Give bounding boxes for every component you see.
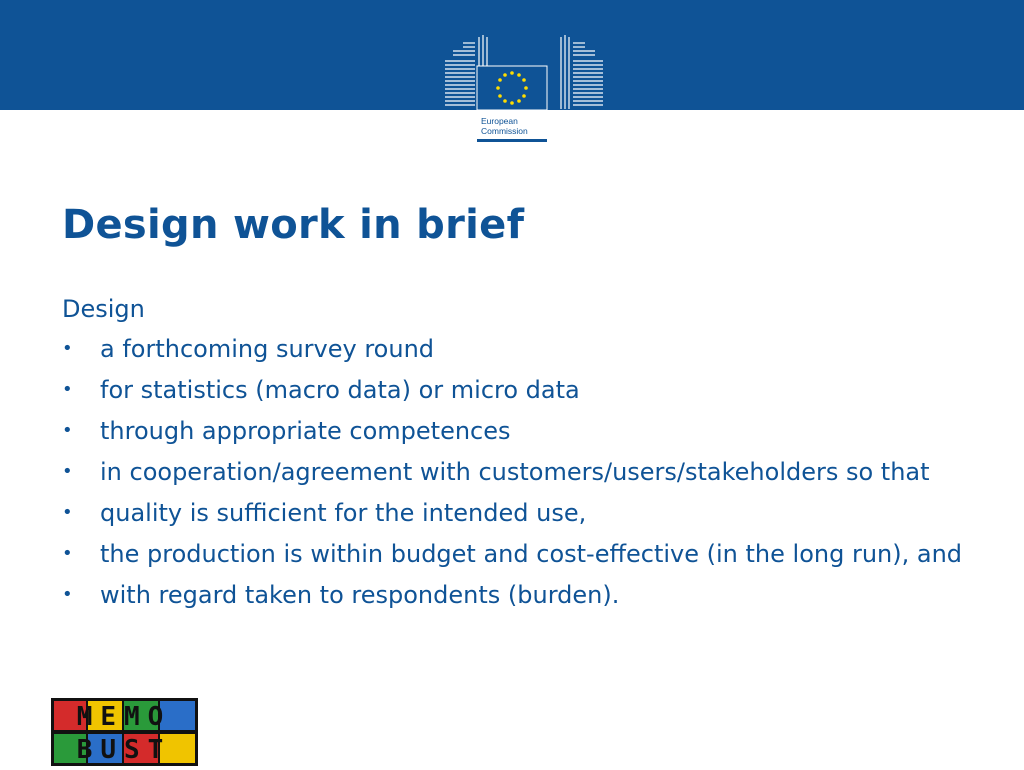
memobust-logo [51, 698, 198, 766]
bullet-text: through appropriate competences [100, 417, 511, 445]
bullet-text: for statistics (macro data) or micro data [100, 376, 580, 404]
content-lead: Design [62, 295, 145, 323]
bullet-item: • for statistics (macro data) or micro data [62, 376, 580, 404]
slide-title: Design work in brief [62, 202, 525, 248]
bullet-item: • in cooperation/agreement with customers/users/stakeholders so that [62, 458, 930, 486]
bullet-item: • quality is sufficient for the intended use, [62, 499, 587, 527]
bullet-list [62, 332, 962, 612]
memobust-line1: MEMO [76, 702, 172, 732]
bullet-text: a forthcoming survey round [100, 335, 435, 363]
memobust-line2: BUST [76, 735, 172, 765]
slide-content [62, 292, 962, 619]
european-commission-logo [443, 33, 605, 145]
bullet-item: • a forthcoming survey round [62, 335, 435, 363]
bullet-text: with regard taken to respondents (burden). [100, 581, 620, 609]
bullet-item: • through appropriate competences [62, 417, 511, 445]
bullet-text: the production is within budget and cost-effective (in the long run), and [100, 540, 963, 568]
bullet-text: quality is sufficient for the intended use, [100, 499, 587, 527]
bullet-item: • with regard taken to respondents (burden). [62, 581, 620, 609]
logo-text-line2: Commission [481, 126, 528, 136]
bullet-item: • the production is within budget and cost-effective (in the long run), and [62, 540, 963, 568]
bullet-text: in cooperation/agreement with customers/users/stakeholders so that [100, 458, 930, 486]
logo-text-line1: European [481, 116, 518, 126]
